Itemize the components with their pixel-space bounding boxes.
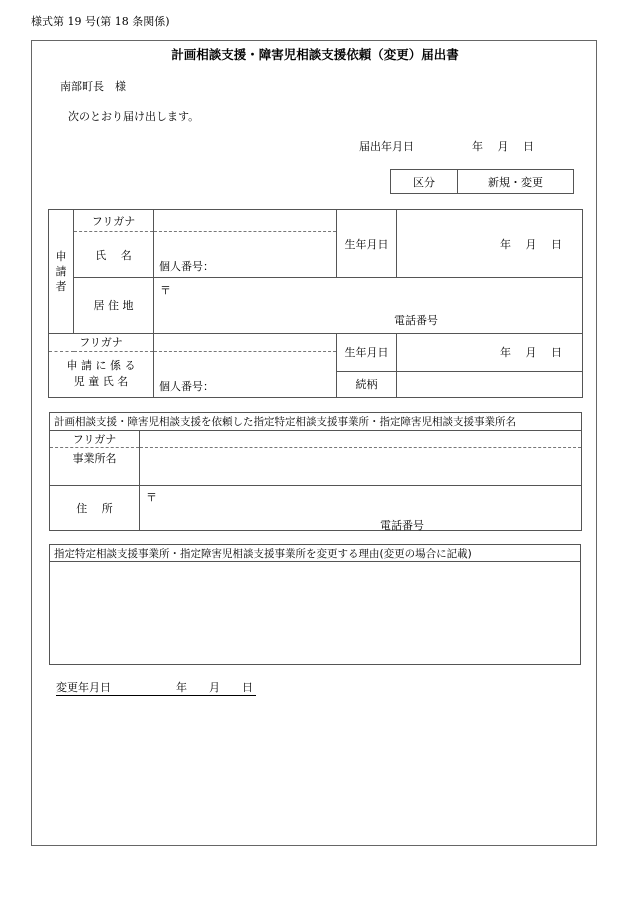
applicant-side-label: 申 請 者 bbox=[49, 210, 74, 334]
form-number-label: 様式第 19 号(第 18 条関係) bbox=[31, 15, 170, 28]
office-address-field[interactable] bbox=[140, 486, 582, 531]
office-name-label: 事業所名 bbox=[50, 448, 140, 486]
category-label: 区分 bbox=[391, 170, 458, 194]
applicant-name-label: 氏 名 bbox=[74, 232, 154, 278]
applicant-furigana-label: フリガナ bbox=[74, 210, 154, 232]
category-value[interactable]: 新規・変更 bbox=[458, 170, 574, 194]
child-birth-label: 生年月日 bbox=[337, 333, 397, 371]
child-furigana-label: フリガナ bbox=[49, 333, 154, 351]
office-furigana-label: フリガナ bbox=[50, 431, 140, 448]
form-title: 計画相談支援・障害児相談支援依頼（変更）届出書 bbox=[171, 47, 459, 62]
applicant-birth-field[interactable]: 年 月 日 bbox=[397, 210, 583, 278]
reason-field[interactable] bbox=[50, 562, 581, 665]
intro-text: 次のとおり届け出します。 bbox=[68, 110, 200, 123]
reason-header: 指定特定相談支援事業所・指定障害児相談支援事業所を変更する理由(変更の場合に記載) bbox=[50, 545, 581, 562]
applicant-birth-label: 生年月日 bbox=[337, 210, 397, 278]
applicant-table bbox=[48, 209, 583, 398]
submission-date-field[interactable]: 年 月 日 bbox=[472, 140, 534, 153]
child-birth-field[interactable]: 年 月 日 bbox=[397, 333, 583, 371]
child-personal-number-label: 個人番号： bbox=[159, 380, 214, 393]
office-address-label: 住 所 bbox=[50, 486, 140, 531]
child-furigana-field[interactable] bbox=[154, 333, 337, 351]
office-name-field[interactable] bbox=[140, 448, 582, 486]
applicant-name-field[interactable] bbox=[154, 232, 337, 278]
submission-date-label: 届出年月日 bbox=[359, 140, 414, 153]
office-phone-label: 電話番号 bbox=[380, 519, 424, 532]
addressee: 南部町長 様 bbox=[60, 80, 126, 93]
office-table bbox=[49, 412, 582, 531]
office-header: 計画相談支援・障害児相談支援を依頼した指定特定相談支援事業所・指定障害児相談支援事業所名 bbox=[50, 413, 582, 431]
child-name-field[interactable] bbox=[154, 351, 337, 397]
office-postal-mark: 〒 bbox=[146, 491, 157, 504]
personal-number-label: 個人番号： bbox=[159, 260, 214, 274]
relation-field[interactable] bbox=[397, 371, 583, 397]
change-date-label: 変更年月日 bbox=[56, 681, 111, 694]
reason-table bbox=[49, 544, 581, 665]
applicant-furigana-field[interactable] bbox=[154, 210, 337, 232]
office-furigana-field[interactable] bbox=[140, 431, 582, 448]
applicant-address-label: 居 住 地 bbox=[74, 278, 154, 333]
change-date-row bbox=[56, 682, 256, 696]
category-table bbox=[390, 169, 574, 194]
relation-label: 続柄 bbox=[337, 371, 397, 397]
applicant-address-field[interactable] bbox=[154, 278, 583, 333]
change-date-field[interactable]: 年 月 日 bbox=[176, 681, 253, 694]
applicant-postal-mark: 〒 bbox=[160, 284, 171, 298]
applicant-phone-label: 電話番号 bbox=[394, 314, 438, 328]
child-name-label: 申 請 に 係 る 児 童 氏 名 bbox=[49, 351, 154, 397]
